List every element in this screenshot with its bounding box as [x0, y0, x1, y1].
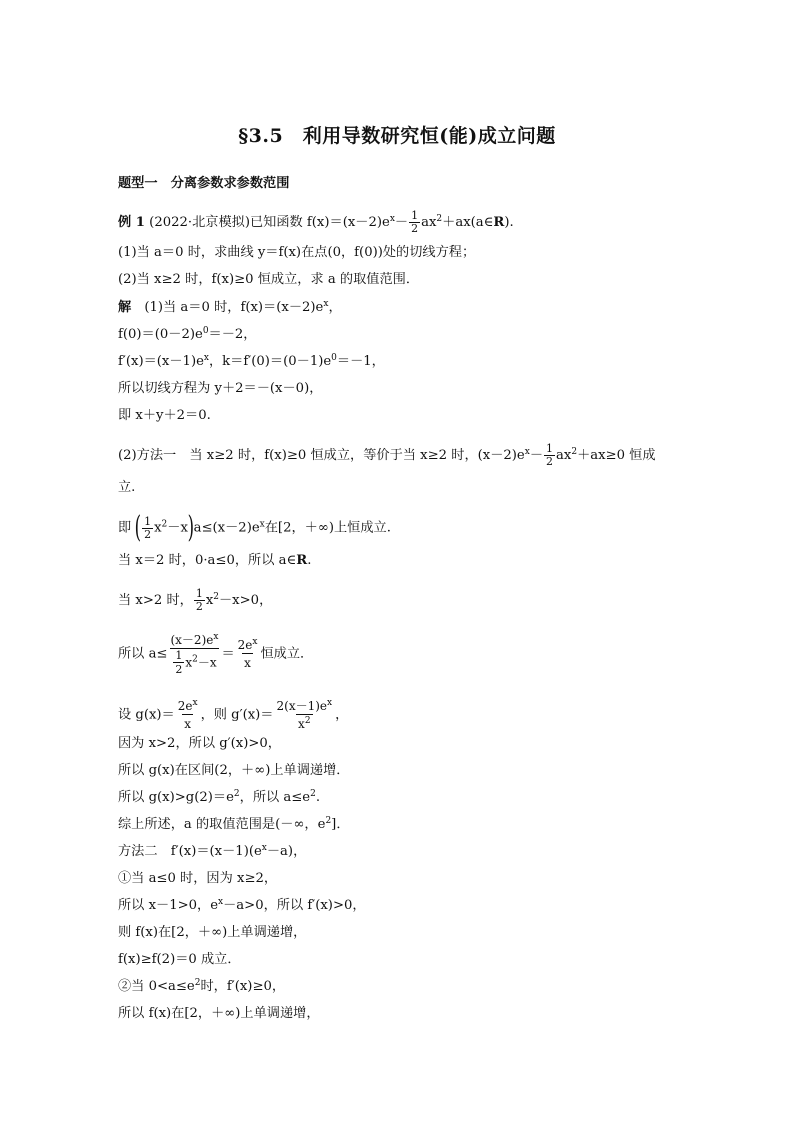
- solution-line-2: $f(0)=(0-2)e^0=-2$，: [118, 326, 257, 342]
- example-stem: 例 1 (2022·北京模拟)已知函数 $f(x)=(x-2)e^x-$ $\frac{1}{2}$ $ax^2+ax(a\in R)$.: [118, 209, 514, 235]
- solution-line-5: 即 x＋y＋2＝0.: [118, 408, 211, 423]
- question-1: (1)当 a＝0 时，求曲线 y＝f(x)在点(0，f(0))处的切线方程；: [118, 245, 476, 260]
- method2-line-2: ①当 a≤0 时，因为 x≥2，: [118, 871, 278, 886]
- method1-line-4: 当 x＝2 时，0·a≤0，所以 a∈R.: [118, 553, 312, 568]
- solution-line-1: 解 (1)当 a＝0 时，$f(x)=(x-2)e^x$，: [118, 299, 342, 315]
- method1-line-1: (2)方法一 当 x≥2 时，f(x)≥0 恒成立，等价于当 x≥2 时，$(x-2)e^x-$ $\frac{1}{2}$ $ax^2+ax\ge 0$ 恒成: [118, 442, 656, 468]
- page-title: §3.5 利用导数研究恒(能)成立问题: [238, 125, 556, 147]
- method1-line-11: 综上所述，a 的取值范围是(－∞，$e^2$]．: [118, 816, 350, 832]
- method2-line-1: 方法二 $f'(x)=(x-1)(e^x-a)$，: [118, 843, 307, 859]
- fraction: $\frac{1}{2}$: [411, 209, 419, 235]
- compound-fraction: $(x-2)e^x$ $\frac{1}{2}$ $x^2-x$: [170, 632, 219, 676]
- method1-line-8: 因为 x>2，所以 g′(x)>0，: [118, 736, 281, 751]
- method1-line-5: 当 x>2 时， $\frac{1}{2}$ $x^2-x>0$，: [118, 587, 273, 613]
- section-heading: 题型一 分离参数求参数范围: [118, 176, 290, 191]
- method1-line-3: 即 ( $\frac{1}{2}$ $x^2-x)a\le(x-2)e^x$在[2，＋∞)上恒成立.: [118, 510, 391, 545]
- method2-line-3: 所以 x－1>0，$e^x-a>0$，所以 f′(x)>0，: [118, 897, 366, 913]
- method1-line-10: 所以 $g(x)>g(2)=e^2$，所以 $a\le e^2$.: [118, 789, 321, 805]
- method2-line-5: f(x)≥f(2)＝0 成立．: [118, 952, 241, 967]
- method2-line-6: ②当 $0<a\le e^2$时，f′(x)≥0，: [118, 978, 286, 994]
- method2-line-7: 所以 f(x)在[2，＋∞)上单调递增，: [118, 1006, 320, 1021]
- method1-line-7: 设 g(x)＝ $\frac{2e^x}{x}$ ，则 g′(x)＝ $\frac{2(x-1)e^x}{x^2}$ ，: [118, 698, 349, 731]
- solution-line-3: $f'(x)=(x-1)e^x$，$k=f'(0)=(0-1)e^0=-1$，: [118, 353, 385, 369]
- method2-line-4: 则 f(x)在[2，＋∞)上单调递增，: [118, 925, 307, 940]
- method1-line-2: 立.: [118, 480, 136, 495]
- question-2: (2)当 x≥2 时，f(x)≥0 恒成立，求 a 的取值范围．: [118, 272, 420, 287]
- method1-line-6: 所以 a≤ $(x-2)e^x$ $\frac{1}{2}$ $x^2-x$ ＝ $\frac{2e^x}{x}$ 恒成立．: [118, 632, 314, 676]
- solution-line-4: 所以切线方程为 y＋2＝－(x－0)，: [118, 381, 323, 396]
- method1-line-9: 所以 g(x)在区间(2，＋∞)上单调递增．: [118, 763, 350, 778]
